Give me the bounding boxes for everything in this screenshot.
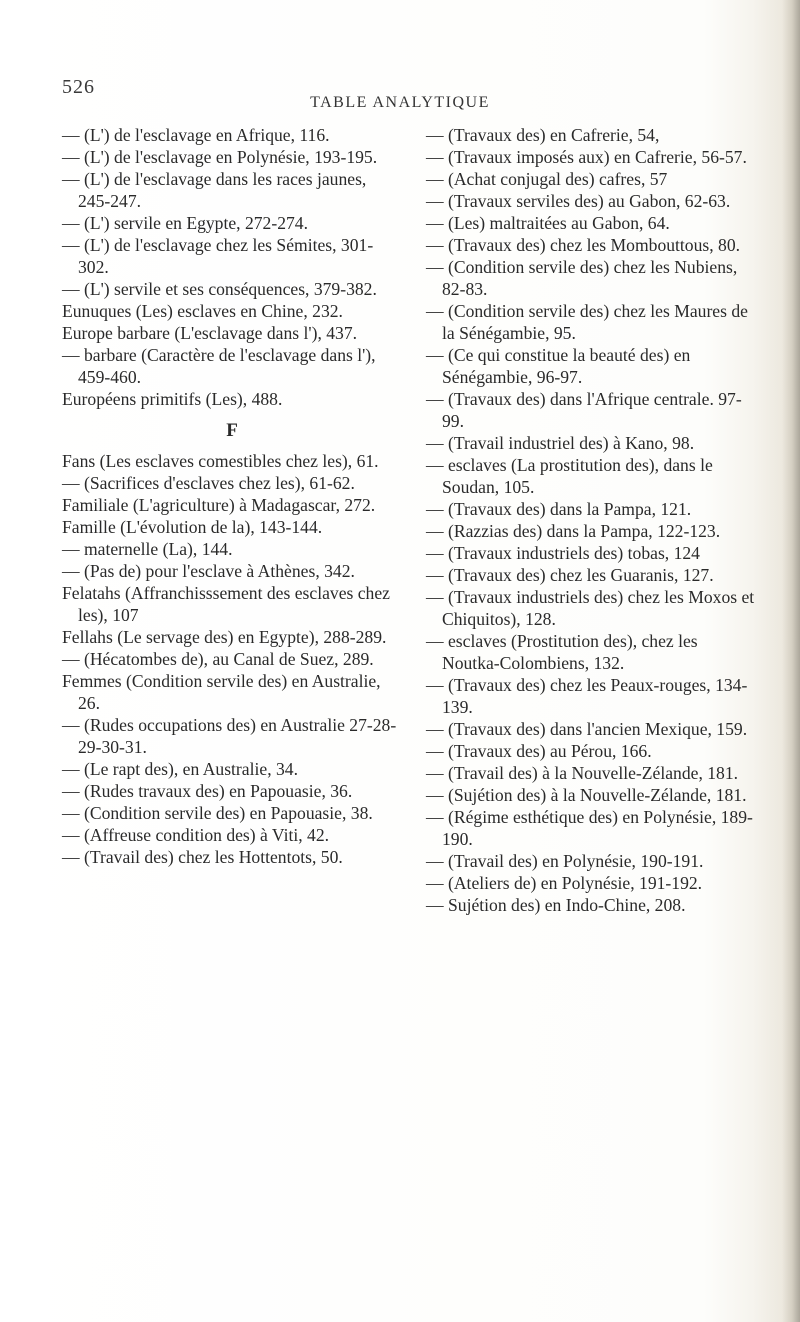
index-entry: — (Travaux des) en Cafrerie, 54, bbox=[426, 125, 660, 145]
index-entry: — (Travaux industriels des) tobas, 124 bbox=[426, 543, 700, 563]
index-entry: — (Hécatombes de), au Canal de Suez, 289. bbox=[62, 649, 374, 669]
left-column bbox=[62, 124, 402, 868]
index-entry: Familiale (L'agriculture) à Madagascar, 272. bbox=[62, 495, 376, 515]
index-entry: — (Sujétion des) à la Nouvelle-Zélande, 181. bbox=[426, 785, 747, 805]
index-entry: — (Condition servile des) en Papouasie, 38. bbox=[62, 803, 373, 823]
index-entry: — (Travaux industriels des) chez les Moxos et Chiquitos), 128. bbox=[426, 587, 755, 629]
index-entry: — (Travail des) chez les Hottentots, 50. bbox=[62, 847, 343, 867]
index-entry: — (Travaux des) au Pérou, 166. bbox=[426, 741, 652, 761]
index-entry: — (Rudes occupations des) en Australie 27-28-29-30-31. bbox=[62, 715, 397, 757]
index-entry: — Sujétion des) en Indo-Chine, 208. bbox=[426, 895, 686, 915]
index-entry: — (Condition servile des) chez les Maures de la Sénégambie, 95. bbox=[426, 301, 748, 343]
index-entry: — (Travaux des) chez les Guaranis, 127. bbox=[426, 565, 714, 585]
index-entry: — (Travail des) à la Nouvelle-Zélande, 181. bbox=[426, 763, 739, 783]
right-entries bbox=[426, 124, 756, 916]
index-entry: — (L') de l'esclavage chez les Sémites, 301-302. bbox=[62, 235, 374, 277]
index-entry: — (Travaux des) dans la Pampa, 121. bbox=[426, 499, 692, 519]
index-entry: — (Le rapt des), en Australie, 34. bbox=[62, 759, 298, 779]
index-entry: — maternelle (La), 144. bbox=[62, 539, 233, 559]
left-entries-after bbox=[62, 450, 402, 868]
index-entry: — (L') de l'esclavage en Afrique, 116. bbox=[62, 125, 330, 145]
index-entry: — (Ateliers de) en Polynésie, 191-192. bbox=[426, 873, 703, 893]
index-entry: — (L') servile en Egypte, 272-274. bbox=[62, 213, 308, 233]
index-entry: Europe barbare (L'esclavage dans l'), 437. bbox=[62, 323, 358, 343]
index-entry: Famille (L'évolution de la), 143-144. bbox=[62, 517, 323, 537]
index-entry: — (L') servile et ses conséquences, 379-382. bbox=[62, 279, 377, 299]
index-entry: — (Travaux des) chez les Peaux-rouges, 134-139. bbox=[426, 675, 748, 717]
index-entry: Européens primitifs (Les), 488. bbox=[62, 389, 283, 409]
index-entry: — (Achat conjugal des) cafres, 57 bbox=[426, 169, 668, 189]
index-entry: Fellahs (Le servage des) en Egypte), 288-289. bbox=[62, 627, 387, 647]
left-entries-before bbox=[62, 124, 402, 410]
index-entry: — (Razzias des) dans la Pampa, 122-123. bbox=[426, 521, 721, 541]
index-entry: — esclaves (La prostitution des), dans le Soudan, 105. bbox=[426, 455, 713, 497]
index-entry: — (Travail industriel des) à Kano, 98. bbox=[426, 433, 695, 453]
index-entry: Femmes (Condition servile des) en Australie, 26. bbox=[62, 671, 381, 713]
index-entry: — esclaves (Prostitution des), chez les Noutka-Colombiens, 132. bbox=[426, 631, 698, 673]
index-entry: — (Rudes travaux des) en Papouasie, 36. bbox=[62, 781, 353, 801]
index-entry: — (L') de l'esclavage dans les races jaunes, 245-247. bbox=[62, 169, 367, 211]
index-entry: — (Travaux des) dans l'Afrique centrale. 97-99. bbox=[426, 389, 742, 431]
index-entry: — (Régime esthétique des) en Polynésie, 189-190. bbox=[426, 807, 753, 849]
index-entry: — (Sacrifices d'esclaves chez les), 61-62. bbox=[62, 473, 355, 493]
index-entry: — (Pas de) pour l'esclave à Athènes, 342. bbox=[62, 561, 355, 581]
index-entry: — (Travaux imposés aux) en Cafrerie, 56-57. bbox=[426, 147, 747, 167]
index-entry: — (Condition servile des) chez les Nubiens, 82-83. bbox=[426, 257, 738, 299]
index-entry: — (Travaux des) chez les Mombouttous, 80. bbox=[426, 235, 741, 255]
page-number: 526 bbox=[62, 76, 95, 98]
index-entry: — (Affreuse condition des) à Viti, 42. bbox=[62, 825, 330, 845]
index-entry: — (Les) maltraitées au Gabon, 64. bbox=[426, 213, 670, 233]
right-column bbox=[426, 124, 756, 916]
index-entry: Felatahs (Affranchisssement des esclaves chez les), 107 bbox=[62, 583, 390, 625]
page-binding-edge bbox=[782, 0, 800, 1322]
index-entry: — (Travaux des) dans l'ancien Mexique, 159. bbox=[426, 719, 748, 739]
running-head: TABLE ANALYTIQUE bbox=[310, 94, 490, 111]
index-entry: — (Ce qui constitue la beauté des) en Sénégambie, 96-97. bbox=[426, 345, 691, 387]
section-letter: F bbox=[226, 420, 238, 441]
index-entry: Eunuques (Les) esclaves en Chine, 232. bbox=[62, 301, 343, 321]
index-entry: Fans (Les esclaves comestibles chez les), 61. bbox=[62, 451, 379, 471]
index-entry: — (L') de l'esclavage en Polynésie, 193-195. bbox=[62, 147, 378, 167]
index-entry: — barbare (Caractère de l'esclavage dans l'), 459-460. bbox=[62, 345, 376, 387]
index-entry: — (Travail des) en Polynésie, 190-191. bbox=[426, 851, 704, 871]
index-entry: — (Travaux serviles des) au Gabon, 62-63. bbox=[426, 191, 731, 211]
